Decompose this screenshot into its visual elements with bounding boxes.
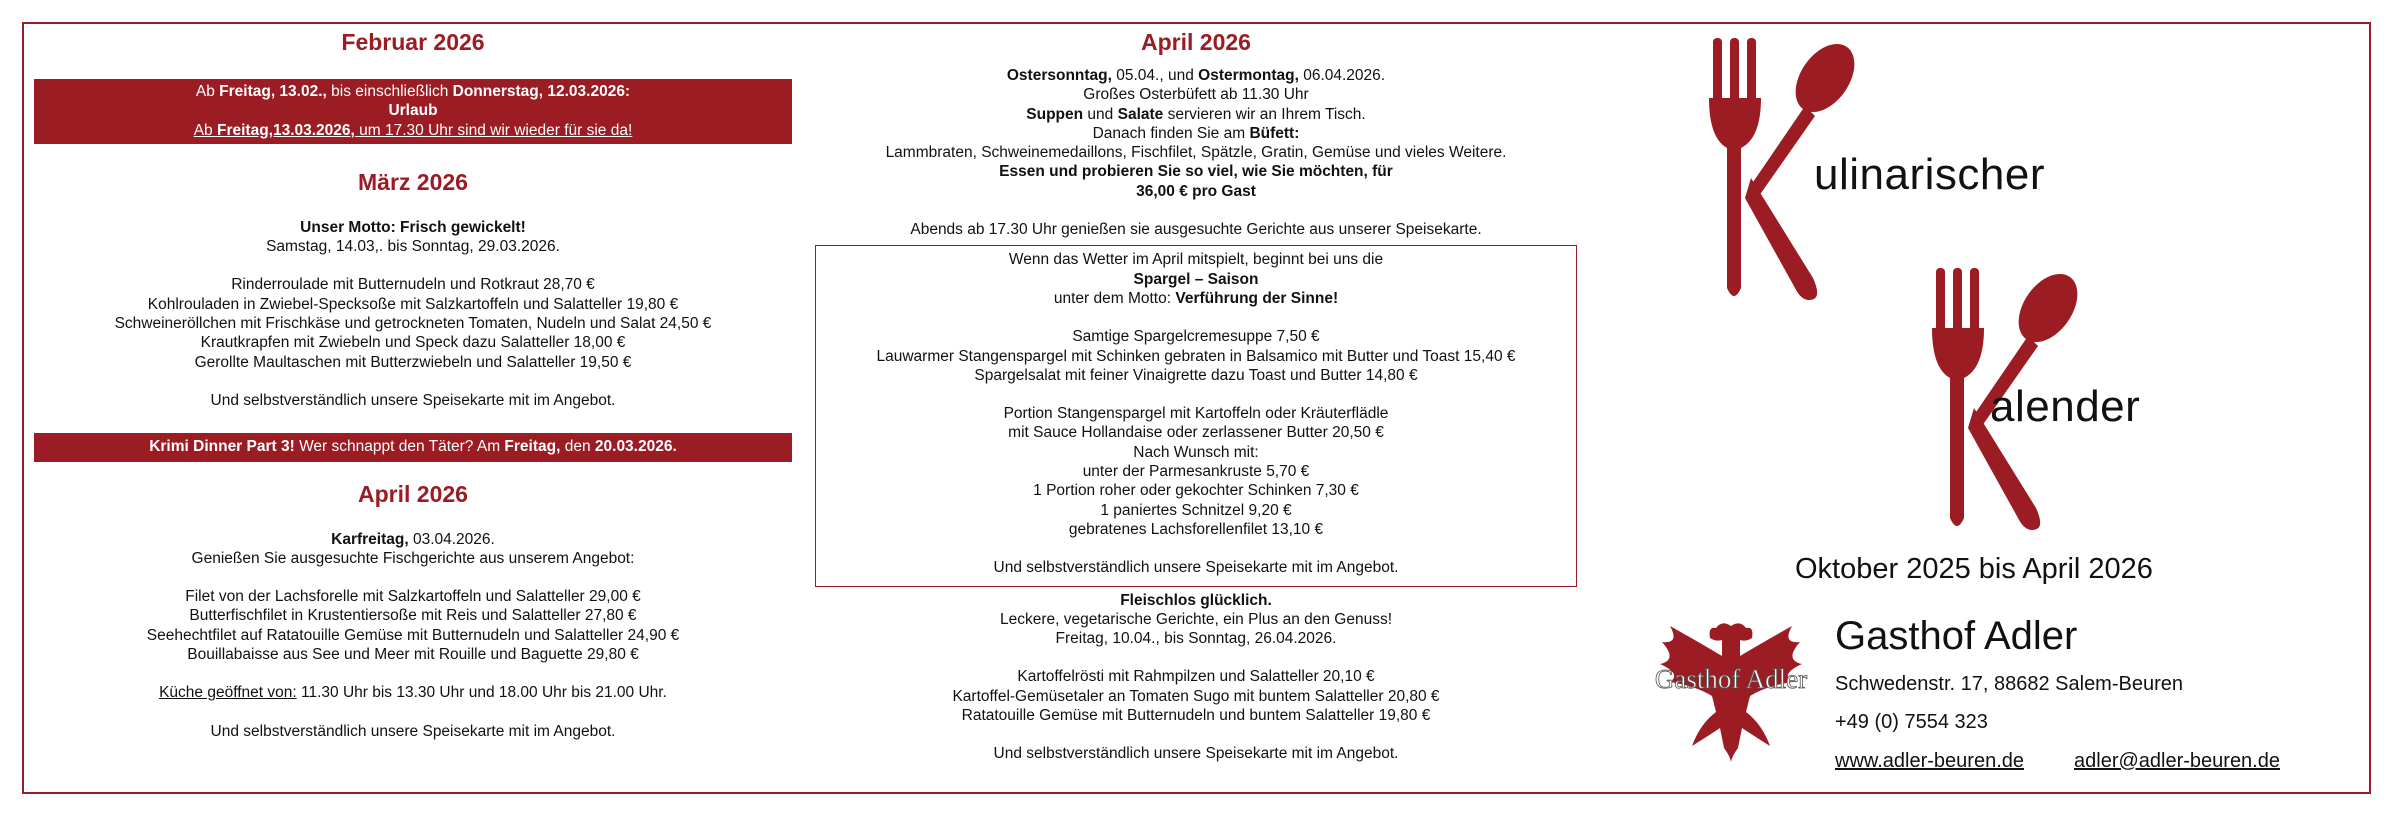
- heading-april: April 2026: [1141, 29, 1251, 55]
- soup-salad: Suppen und Salate servieren wir an Ihrem Tisch.: [1026, 105, 1366, 123]
- column-left: [34, 26, 792, 741]
- title-word-kalender: alender: [1990, 382, 2141, 431]
- menu-item: Kohlrouladen in Zwiebel-Specksoße mit Salzkartoffeln und Salatteller 19,80 €: [147, 295, 679, 313]
- menu-item: Kartoffelrösti mit Rahmpilzen und Salatteller 20,10 €: [1017, 668, 1375, 686]
- menu-item: Krautkrapfen mit Zwiebeln und Speck dazu Salatteller 18,00 €: [200, 334, 626, 352]
- heading-april-left: April 2026: [358, 480, 468, 507]
- menu-item: Kartoffel-Gemüsetaler an Tomaten Sugo mit buntem Salatteller 20,80 €: [952, 687, 1440, 705]
- menu-item: Ratatouille Gemüse mit Butternudeln und buntem Salatteller 19,80 €: [961, 707, 1431, 725]
- buffet-offer: Essen und probieren Sie so viel, wie Sie möchten, für: [999, 163, 1393, 181]
- menu-item: unter der Parmesankruste 5,70 €: [1082, 463, 1310, 481]
- march-dates: Samstag, 14.03,. bis Sonntag, 29.03.2026.: [266, 238, 560, 256]
- veg-closing: Und selbstverständlich unsere Speisekarte mit im Angebot.: [993, 745, 1399, 763]
- menu-item: mit Sauce Hollandaise oder zerlassener Butter 20,50 €: [1008, 424, 1384, 442]
- closure-banner: Ab Freitag, 13.02., bis einschließlich Donnerstag, 12.03.2026: Urlaub Ab Freitag,13.03.2026, um 17.30 Uhr sind wir wieder für sie da!: [34, 79, 792, 144]
- krimi-banner: Krimi Dinner Part 3! Wer schnappt den Täter? Am Freitag, den 20.03.2026.: [34, 433, 792, 461]
- column-middle: [815, 26, 1577, 764]
- logo-text: Gasthof Adler: [1654, 664, 1808, 694]
- asparagus-box: [815, 245, 1577, 586]
- menu-item: 1 paniertes Schnitzel 9,20 €: [1100, 501, 1292, 519]
- heading-march: März 2026: [358, 168, 468, 195]
- march-motto: Unser Motto: Frisch gewickelt!: [300, 218, 526, 236]
- asparagus-season: Spargel – Saison: [1133, 270, 1259, 288]
- calendar-period: Oktober 2025 bis April 2026: [1795, 553, 2153, 585]
- easter-dates: Ostersonntag, 05.04., und Ostermontag, 06.04.2026.: [1006, 67, 1386, 84]
- buffet-time: Großes Osterbüfett ab 11.30 Uhr: [1083, 86, 1309, 104]
- buffet-find: Danach finden Sie am Büfett:: [1092, 124, 1300, 142]
- kitchen-hours: Küche geöffnet von: 11.30 Uhr bis 13.30 Uhr und 18.00 Uhr bis 21.00 Uhr.: [159, 684, 667, 702]
- asparagus-intro: Wenn das Wetter im April mitspielt, beginnt bei uns die: [1008, 251, 1384, 269]
- buffet-price: 36,00 € pro Gast: [1136, 182, 1256, 200]
- eagle-logo-icon: [1642, 616, 1820, 766]
- menu-item: Schweineröllchen mit Frischkäse und getrockneten Tomaten, Nudeln und Salat 24,50 €: [114, 315, 712, 333]
- menu-item: Lauwarmer Stangenspargel mit Schinken gebraten in Balsamico mit Butter und Toast 15,40 €: [876, 347, 1516, 365]
- evening-info: Abends ab 17.30 Uhr genießen sie ausgesuchte Gerichte aus unserer Speisekarte.: [910, 221, 1482, 239]
- title-word-kulinarischer: ulinarischer: [1814, 150, 2045, 199]
- menu-item: Gerollte Maultaschen mit Butterzwiebeln und Salatteller 19,50 €: [194, 353, 632, 371]
- menu-item: Bouillabaisse aus See und Meer mit Rouille und Baguette 29,80 €: [187, 646, 639, 664]
- menu-item: Samtige Spargelcremesuppe 7,50 €: [1072, 328, 1320, 346]
- menu-item: Filet von der Lachsforelle mit Salzkartoffeln und Salatteller 29,00 €: [185, 588, 641, 606]
- buffet-items: Lammbraten, Schweinemedaillons, Fischfilet, Spätzle, Gratin, Gemüse und vieles Weitere.: [885, 144, 1507, 162]
- restaurant-name: Gasthof Adler: [1835, 614, 2078, 658]
- april-closing: Und selbstverständlich unsere Speisekarte mit im Angebot.: [210, 722, 616, 740]
- menu-item: Rinderroulade mit Butternudeln und Rotkraut 28,70 €: [231, 276, 595, 294]
- fish-intro: Genießen Sie ausgesuchte Fischgerichte aus unserem Angebot:: [191, 549, 635, 567]
- phone: +49 (0) 7554 323: [1835, 711, 1988, 733]
- asparagus-motto: unter dem Motto: Verführung der Sinne!: [1053, 289, 1339, 307]
- veg-dates: Freitag, 10.04., bis Sonntag, 26.04.2026.: [1055, 630, 1337, 648]
- march-closing: Und selbstverständlich unsere Speisekarte mit im Angebot.: [210, 391, 616, 409]
- heading-february: Februar 2026: [341, 29, 485, 55]
- menu-item: Spargelsalat mit feiner Vinaigrette dazu Toast und Butter 14,80 €: [974, 366, 1418, 384]
- menu-item: Butterfischfilet in Krustentiersoße mit Reis und Salatteller 27,80 €: [189, 607, 637, 625]
- email-link[interactable]: adler@adler-beuren.de: [2074, 750, 2280, 772]
- karfreitag-date: Karfreitag, 03.04.2026.: [331, 530, 495, 548]
- menu-item: gebratenes Lachsforellenfilet 13,10 €: [1068, 520, 1324, 538]
- menu-item: Portion Stangenspargel mit Kartoffeln oder Kräuterflädle: [1003, 405, 1389, 423]
- veg-title: Fleischlos glücklich.: [1120, 591, 1272, 609]
- menu-item: Seehechtfilet auf Ratatouille Gemüse mit Butternudeln und Salatteller 24,90 €: [146, 626, 680, 644]
- menu-item: Nach Wunsch mit:: [1133, 443, 1259, 461]
- menu-item: 1 Portion roher oder gekochter Schinken 7,30 €: [1033, 482, 1359, 500]
- veg-intro: Leckere, vegetarische Gerichte, ein Plus an den Genuss!: [999, 610, 1393, 628]
- asparagus-closing: Und selbstverständlich unsere Speisekarte mit im Angebot.: [993, 559, 1399, 577]
- website-link[interactable]: www.adler-beuren.de: [1835, 750, 2024, 772]
- address: Schwedenstr. 17, 88682 Salem-Beuren: [1835, 673, 2183, 695]
